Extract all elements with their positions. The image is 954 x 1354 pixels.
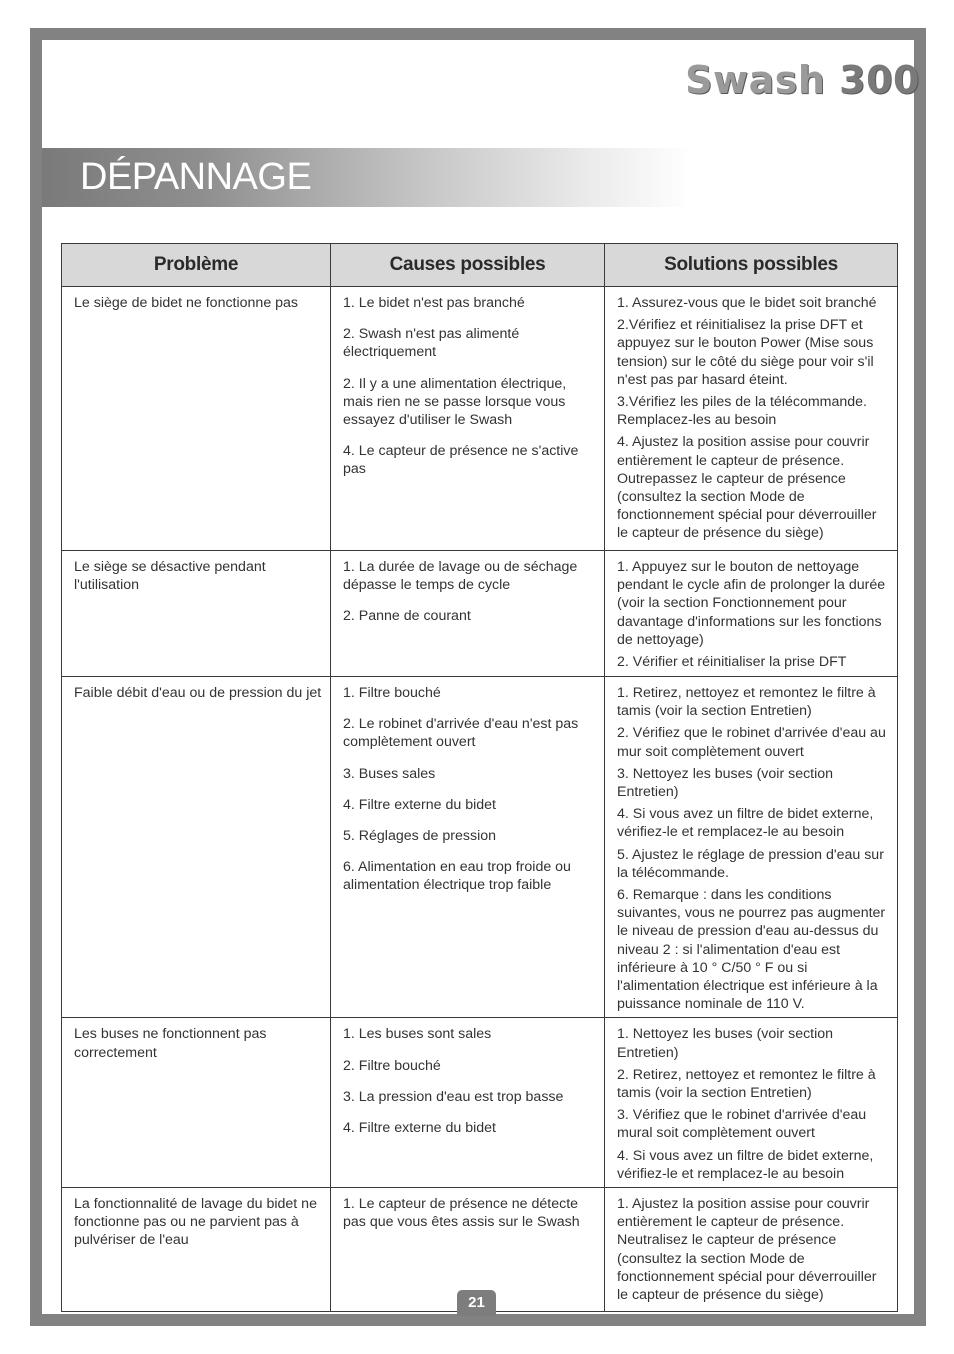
- cause-item: 2. Il y a une alimentation électrique, mais rien ne se passe lorsque vous essayez d'utiliser le Swash: [343, 375, 567, 429]
- table-row: [62, 677, 898, 1018]
- cause-item: 4. Filtre externe du bidet: [343, 796, 496, 813]
- column-header-solutions: Solutions possibles: [605, 244, 898, 287]
- solution-item: 4. Si vous avez un filtre de bidet externe, vérifiez-le et remplacez-le au besoin: [617, 806, 874, 841]
- cause-item: 6. Alimentation en eau trop froide ou alimentation électrique trop faible: [343, 859, 571, 894]
- causes-cell: [331, 551, 605, 677]
- solution-item: 2.Vérifiez et réinitialisez la prise DFT et appuyez sur le bouton Power (Mise sous tension) sur le côté du siège pour voir s'il n'est pas par hasard éteint.: [617, 317, 874, 388]
- table-body: [62, 287, 898, 1312]
- solution-item: 1. Appuyez sur le bouton de nettoyage pendant le cycle afin de prolonger la durée (voir la section Fonctionnement pour davantage d'informations sur les fonctions de nettoyage): [617, 559, 886, 648]
- problem-cell: La fonctionnalité de lavage du bidet ne fonctionne pas ou ne parvient pas à pulvériser de l'eau: [62, 1188, 331, 1312]
- cause-item: 1. Filtre bouché: [343, 685, 441, 701]
- cause-item: 2. Le robinet d'arrivée d'eau n'est pas complètement ouvert: [343, 716, 579, 751]
- solution-item: 1. Assurez-vous que le bidet soit branché: [617, 295, 877, 311]
- table-row: [62, 551, 898, 677]
- solution-item: 2. Vérifiez que le robinet d'arrivée d'eau au mur soit complètement ouvert: [617, 725, 886, 760]
- cause-item: 1. La durée de lavage ou de séchage dépasse le temps de cycle: [343, 559, 578, 594]
- solution-item: 5. Ajustez le réglage de pression d'eau sur la télécommande.: [617, 846, 884, 881]
- solution-item: 4. Si vous avez un filtre de bidet externe, vérifiez-le et remplacez-le au besoin: [617, 1147, 874, 1182]
- troubleshooting-table: [61, 243, 898, 1312]
- cause-item: 4. Le capteur de présence ne s'active pas: [343, 443, 579, 478]
- cause-item: 1. Le bidet n'est pas branché: [343, 295, 525, 311]
- column-header-causes: Causes possibles: [331, 244, 605, 287]
- table-row: [62, 1018, 898, 1188]
- solution-item: 3. Nettoyez les buses (voir section Entretien): [617, 765, 834, 801]
- causes-cell: [331, 677, 605, 1018]
- solution-item: 1. Retirez, nettoyez et remontez le filtre à tamis (voir la section Entretien): [617, 685, 876, 720]
- table-header-row: [62, 244, 898, 287]
- problem-cell: Le siège de bidet ne fonctionne pas: [62, 287, 331, 551]
- solution-item: 1. Ajustez la position assise pour couvrir entièrement le capteur de présence. Neutralisez le capteur de présence (consultez la section Mode de fonctionnement spécial pour déverrouiller le capteur de présence du siège): [617, 1196, 877, 1304]
- table-row: [62, 287, 898, 551]
- solutions-cell: [605, 677, 898, 1018]
- solution-item: 2. Vérifier et réinitialiser la prise DFT: [617, 654, 847, 671]
- cause-item: 5. Réglages de pression: [343, 828, 497, 845]
- problem-cell: Le siège se désactive pendant l'utilisation: [62, 551, 331, 677]
- solutions-cell: [605, 551, 898, 677]
- column-header-problem: Problème: [62, 244, 331, 287]
- problem-cell: Les buses ne fonctionnent pas correctement: [62, 1018, 331, 1188]
- solution-item: 2. Retirez, nettoyez et remontez le filtre à tamis (voir la section Entretien): [617, 1066, 876, 1102]
- brand-logo: [685, 58, 920, 102]
- solutions-cell: [605, 287, 898, 551]
- page-title: DÉPANNAGE: [80, 156, 312, 198]
- causes-cell: [331, 1018, 605, 1188]
- solution-item: 4. Ajustez la position assise pour couvrir entièrement le capteur de présence. Outrepassez le capteur de présence (consultez la section Mode de fonctionnement spécial pour déverrouiller le capteur de présence du siège): [617, 434, 877, 542]
- causes-cell: [331, 287, 605, 551]
- cause-item: 3. La pression d'eau est trop basse: [343, 1088, 564, 1105]
- problem-cell: Faible débit d'eau ou de pression du jet: [62, 677, 331, 1018]
- cause-item: 2. Panne de courant: [343, 608, 471, 625]
- solution-item: 1. Nettoyez les buses (voir section Entretien): [617, 1026, 834, 1061]
- solution-item: 6. Remarque : dans les conditions suivantes, vous ne pourrez pas augmenter le niveau de pression d'eau au-dessus du niveau 2 : si l'alimentation d'eau est inférieure à 10 ° C/50 ° F ou si l'alimentation électrique est inférieure à la puissance nominale de 110 V.: [617, 887, 886, 1013]
- cause-item: 2. Filtre bouché: [343, 1057, 441, 1074]
- cause-item: 3. Buses sales: [343, 765, 436, 782]
- solution-item: 3. Vérifiez que le robinet d'arrivée d'eau mural soit complètement ouvert: [617, 1107, 867, 1142]
- solution-item: 3.Vérifiez les piles de la télécommande. Remplacez-les au besoin: [617, 394, 867, 429]
- page-number: 21: [457, 1290, 496, 1316]
- solutions-cell: [605, 1018, 898, 1188]
- cause-item: 2. Swash n'est pas alimenté électriquement: [343, 326, 520, 361]
- brand-name: Swash: [685, 58, 826, 102]
- cause-item: 1. Le capteur de présence ne détecte pas que vous êtes assis sur le Swash: [343, 1196, 580, 1231]
- cause-item: 1. Les buses sont sales: [343, 1026, 492, 1043]
- cause-item: 4. Filtre externe du bidet: [343, 1120, 496, 1137]
- solutions-cell: [605, 1188, 898, 1312]
- brand-model: 300: [839, 58, 920, 102]
